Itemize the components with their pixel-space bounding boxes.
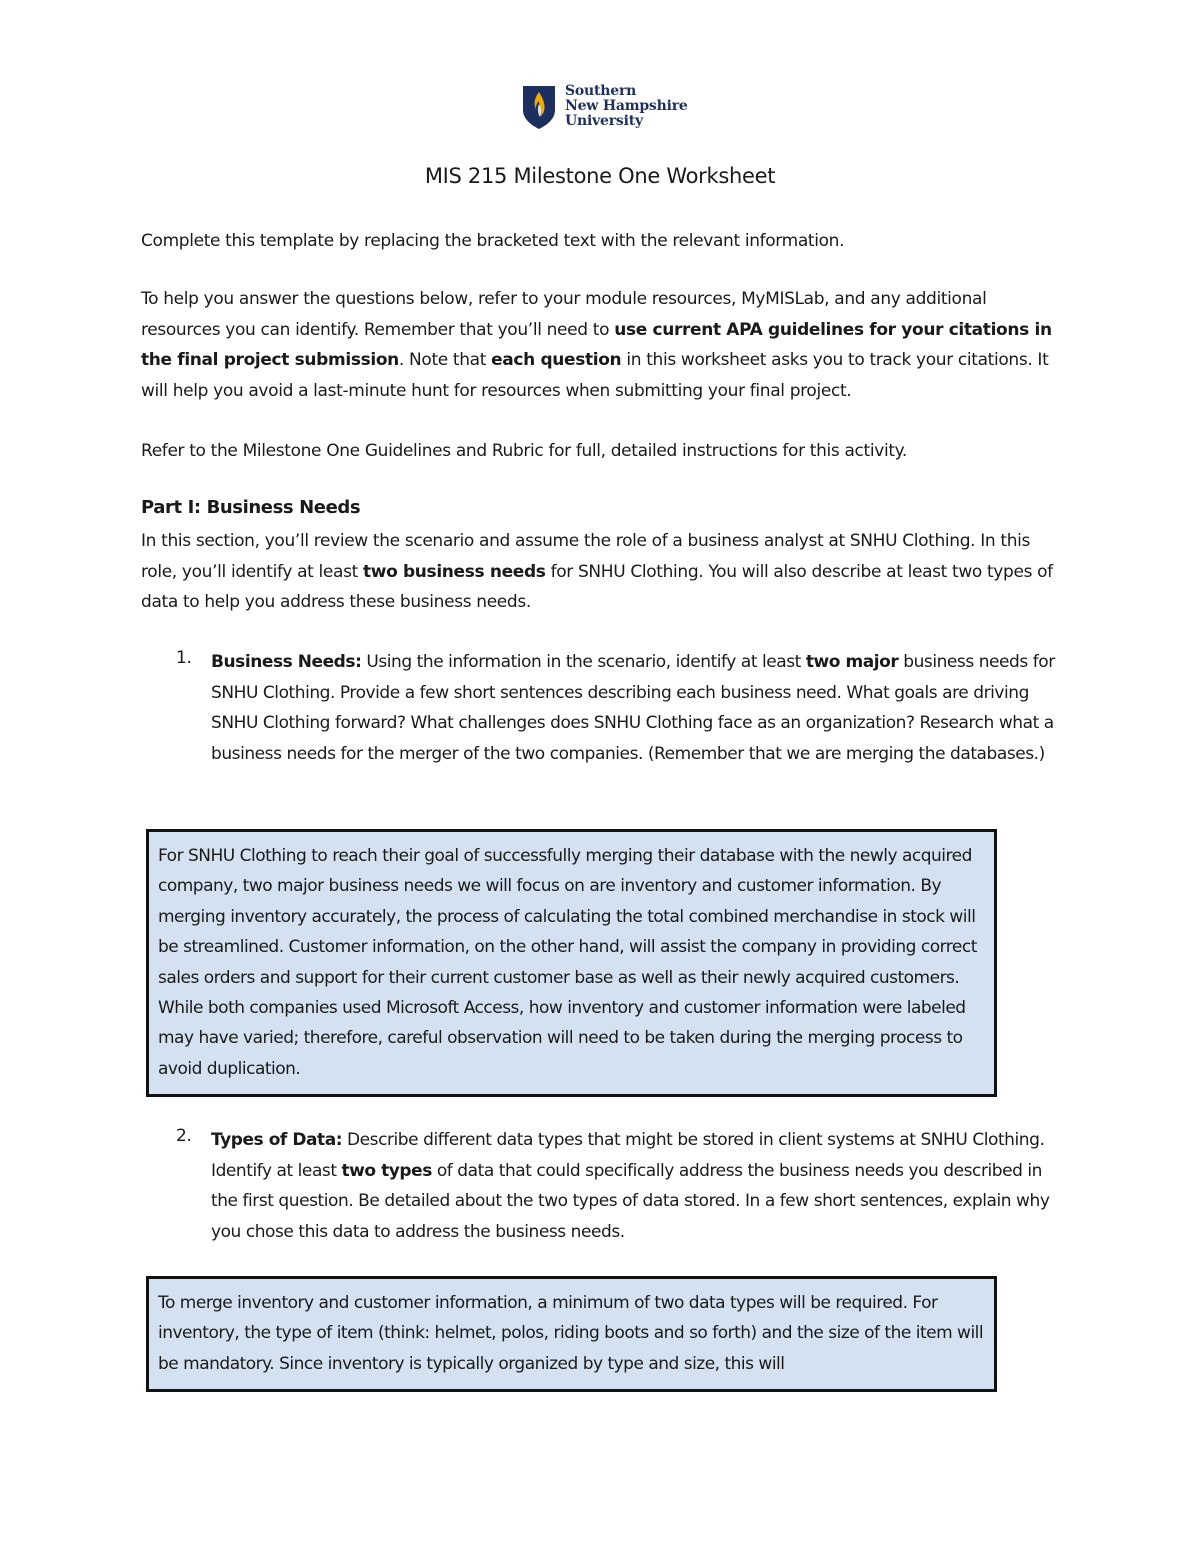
flame-shield-icon — [521, 84, 557, 130]
question-1-text — [211, 647, 1061, 769]
logo-line-2: New Hampshire — [565, 98, 688, 114]
part-1-desc-c: for SNHU Clothing. You will also describe at least two types of data to help you address these business needs. — [141, 561, 1053, 612]
intro-paragraph-1: Complete this template by replacing the bracketed text with the relevant information. — [141, 231, 845, 251]
document-title: MIS 215 Milestone One Worksheet — [424, 164, 776, 188]
logo-line-1: Southern — [565, 83, 637, 99]
intro-p2-each-question: each question — [491, 350, 622, 370]
question-2-label: Types of Data: — [211, 1130, 343, 1150]
question-2-text-c: of data that could specifically address the business needs you described in the first question. Be detailed about the two types of data stored. In a few short sentences, explain why you chose this data to address the business needs. — [211, 1160, 1050, 1242]
part-1-description — [141, 526, 1066, 618]
question-1-emphasis: two major — [805, 652, 899, 672]
question-2-emphasis: two types — [341, 1160, 432, 1181]
question-1-label: Business Needs: — [211, 652, 362, 672]
part-1-desc-a: In this section, you’ll review the scenario and assume the role of a business analyst at SNHU Clothing. In this role, you’ll identify at least — [141, 531, 1031, 582]
question-1-text-c: business needs for SNHU Clothing. Provide a few short sentences describing each business need. What goals are driving SNHU Clothing forward? What challenges does SNHU Clothing face as an organization? Research what a business needs for the merger of the two companies. (Remember that we are merging the databases.) — [211, 652, 1055, 764]
question-1-answer-box[interactable]: For SNHU Clothing to reach their goal of successfully merging their database with the newly acquired company, two major business needs we will focus on are inventory and customer information. By merging inventory accurately, the process of calculating the total combined merchandise in stock will be streamlined. Customer information, on the other hand, will assist the company in providing correct sales orders and support for their current customer base as well as their newly acquired customers. While both companies used Microsoft Access, how inventory and customer information were labeled may have varied; therefore, careful observation will need to be taken during the merging process to avoid duplication. — [146, 829, 997, 1097]
part-1-desc-emphasis: two business needs — [362, 561, 546, 582]
part-1-heading: Part I: Business Needs — [141, 497, 361, 518]
question-2-text-a: Describe different data types that might be stored in client systems at SNHU Clothing. Identify at least — [211, 1130, 1045, 1181]
question-1-text-a: Using the information in the scenario, identify at least — [361, 652, 806, 672]
intro-p2-text-a: To help you answer the questions below, refer to your module resources, MyMISLab, and any additional resources you can identify. Remember that you’ll need to — [141, 289, 987, 340]
intro-paragraph-3: Refer to the Milestone One Guidelines and Rubric for full, detailed instructions for this activity. — [141, 441, 907, 461]
logo-line-3: University — [565, 113, 643, 129]
intro-p2-text-c: . Note that — [398, 350, 492, 370]
logo-wordmark — [565, 84, 688, 129]
question-2-answer-box[interactable]: To merge inventory and customer information, a minimum of two data types will be required. For inventory, the type of item (think: helmet, polos, riding boots and so forth) and the size of the item will be mandatory. Since inventory is typically organized by type and size, this will — [146, 1276, 997, 1392]
intro-paragraph-2 — [141, 284, 1066, 406]
university-logo — [521, 84, 691, 132]
question-2-text — [211, 1125, 1061, 1247]
intro-p2-apa-emphasis: use current APA guidelines for your citations in the final project submission — [141, 319, 1052, 370]
question-1-number: 1. — [176, 648, 192, 668]
intro-p2-text-e: in this worksheet asks you to track your citations. It will help you avoid a last-minute hunt for resources when submitting your final project. — [141, 350, 1049, 401]
question-2-number: 2. — [176, 1126, 192, 1146]
